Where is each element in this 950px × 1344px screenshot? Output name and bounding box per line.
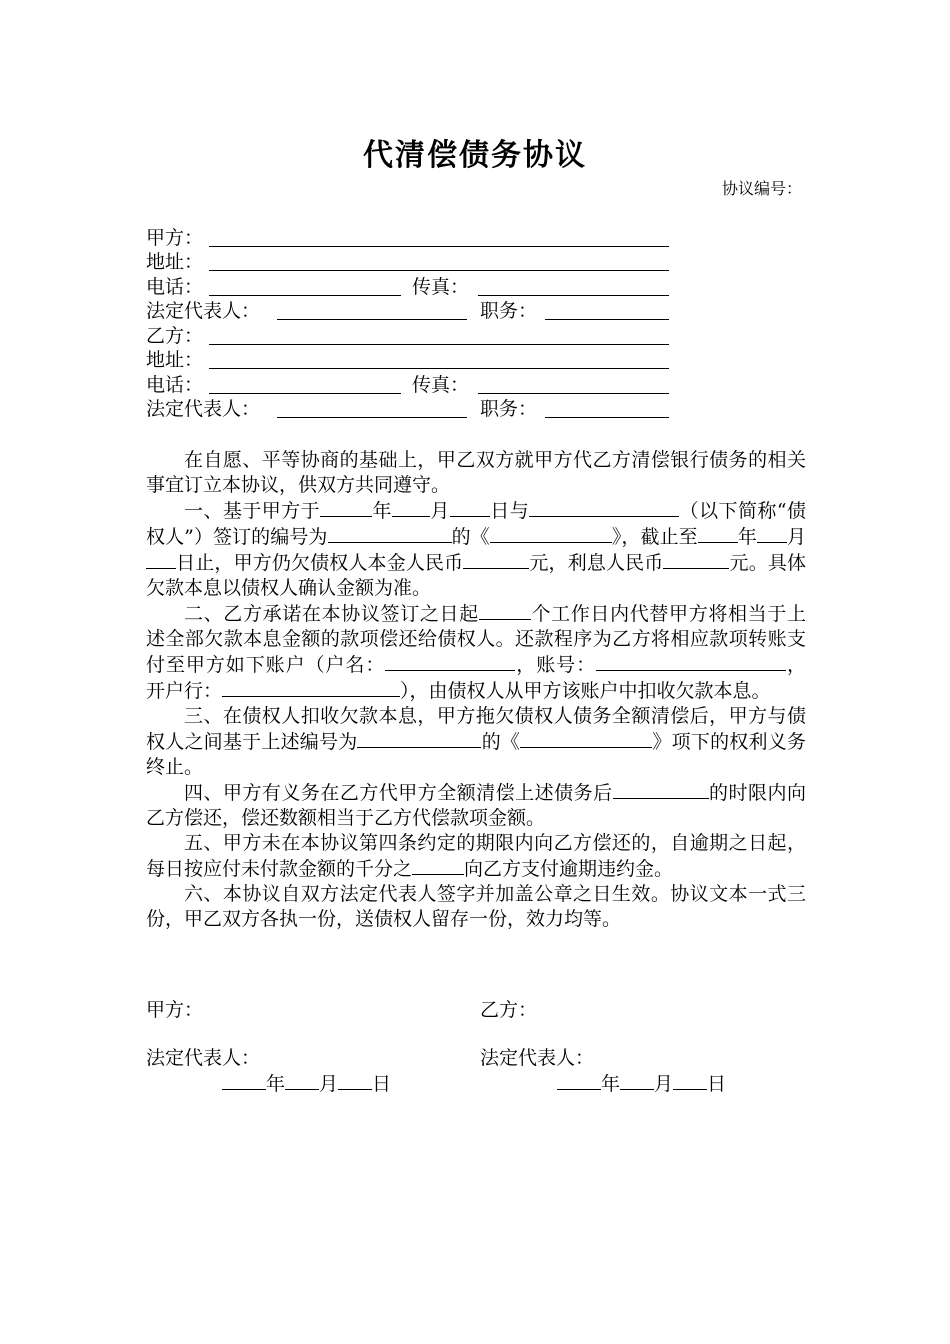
party-b-rep-label: 法定代表人： <box>146 398 261 420</box>
party-b-row <box>146 324 676 348</box>
party-a-rep-field[interactable] <box>277 319 467 320</box>
party-b-address-row <box>146 348 676 372</box>
party-b-rep-row <box>146 397 676 421</box>
clause-1: 一、基于甲方于 年 月 日与 （以下简称“债权人”）签订的编号为 的《 》，截止至 年 月日止，甲方仍欠债权人本金人民币 元，利息人民币 元。具体欠款本息以债权人确认金额为准。 <box>146 500 806 599</box>
party-b-phone-row <box>146 373 676 397</box>
party-b-label: 乙方： <box>146 325 204 347</box>
signature-party-b-label: 乙方： <box>480 999 538 1021</box>
clause-1-cutoff-year-blank[interactable] <box>698 524 738 543</box>
clause-1-day-blank[interactable] <box>450 498 490 517</box>
signature-rep-a-label: 法定代表人： <box>146 1047 261 1069</box>
party-b-position-field[interactable] <box>545 417 669 418</box>
date-b-day-blank[interactable] <box>673 1071 707 1090</box>
clause-2-days-blank[interactable] <box>479 601 531 620</box>
signature-party-a-label: 甲方： <box>146 999 204 1021</box>
party-a-address-label: 地址： <box>146 251 204 273</box>
party-a-phone-row <box>146 275 676 299</box>
clause-2-account-no-blank[interactable] <box>596 652 786 671</box>
clause-1-creditor-blank[interactable] <box>529 498 679 517</box>
clause-3: 三、在债权人扣收欠款本息，甲方拖欠债权人债务全额清偿后，甲方与债权人之间基于上述编号为 的《 》项下的权利义务终止。 <box>146 705 806 778</box>
party-a-label: 甲方： <box>146 227 204 249</box>
party-b-address-field[interactable] <box>209 368 669 369</box>
clause-2: 二、乙方承诺在本协议签订之日起 个工作日内代替甲方将相当于上述全部欠款本息金额的款项偿还给债权人。还款程序为乙方将相应款项转账支付至甲方如下账户（户名： ，账号： ，开户行： ），由债权人从甲方该账户中扣收欠款本息。 <box>146 603 806 702</box>
party-a-field[interactable] <box>209 246 669 247</box>
clause-1-year-blank[interactable] <box>320 498 372 517</box>
party-a-fax-label: 传真： <box>412 276 470 298</box>
document-title: 代清偿债务协议 <box>363 138 587 173</box>
party-b-position-label: 职务： <box>480 398 538 420</box>
party-a-phone-label: 电话： <box>146 276 204 298</box>
party-b-fax-label: 传真： <box>412 374 470 396</box>
clause-5-rate-blank[interactable] <box>412 856 464 875</box>
party-a-position-label: 职务： <box>480 300 538 322</box>
clause-2-account-name-blank[interactable] <box>385 652 515 671</box>
clause-6: 六、本协议自双方法定代表人签字并加盖公章之日生效。协议文本一式三份，甲乙双方各执一份，送债权人留存一份，效力均等。 <box>146 883 806 930</box>
party-a-position-field[interactable] <box>545 319 669 320</box>
clause-1-contract-no-blank[interactable] <box>328 524 452 543</box>
party-b-address-label: 地址： <box>146 349 204 371</box>
clause-4: 四、甲方有义务在乙方代甲方全额清偿上述债务后 的时限内向乙方偿还，偿还数额相当于乙方代偿款项金额。 <box>146 782 806 829</box>
party-a-address-field[interactable] <box>209 270 669 271</box>
party-a-row <box>146 226 676 250</box>
party-b-phone-field[interactable] <box>209 393 401 394</box>
party-b-phone-label: 电话： <box>146 374 204 396</box>
clause-5: 五、甲方未在本协议第四条约定的期限内向乙方偿还的，自逾期之日起，每日按应付未付款金额的千分之 向乙方支付逾期违约金。 <box>146 832 806 880</box>
party-b-rep-field[interactable] <box>277 417 467 418</box>
clause-3-contract-no-blank[interactable] <box>357 729 481 748</box>
agreement-body <box>146 448 806 932</box>
clause-1-interest-blank[interactable] <box>663 550 729 569</box>
clause-1-cutoff-month-blank[interactable] <box>757 524 787 543</box>
intro-paragraph: 在自愿、平等协商的基础上，甲乙双方就甲方代乙方清偿银行债务的相关事宜订立本协议，供双方共同遵守。 <box>146 449 806 496</box>
party-a-rep-label: 法定代表人： <box>146 300 261 322</box>
party-a-phone-field[interactable] <box>209 295 401 296</box>
date-a-month-blank[interactable] <box>285 1071 319 1090</box>
clause-3-contract-name-blank[interactable] <box>520 729 652 748</box>
signature-date-b: 年 月 日 <box>557 1071 726 1096</box>
party-a-rep-row <box>146 299 676 323</box>
clause-1-principal-blank[interactable] <box>463 550 529 569</box>
party-b-field[interactable] <box>209 344 669 345</box>
clause-1-contract-name-blank[interactable] <box>490 524 612 543</box>
clause-1-month-blank[interactable] <box>392 498 430 517</box>
date-b-month-blank[interactable] <box>620 1071 654 1090</box>
agreement-number-label: 协议编号： <box>722 179 803 198</box>
clause-1-cutoff-day-blank[interactable] <box>146 550 176 569</box>
signature-date-a: 年 月 日 <box>222 1071 391 1096</box>
party-a-address-row <box>146 250 676 274</box>
party-a-fax-field[interactable] <box>478 295 669 296</box>
date-a-day-blank[interactable] <box>338 1071 372 1090</box>
clause-2-bank-blank[interactable] <box>222 678 400 697</box>
party-b-fax-field[interactable] <box>478 393 669 394</box>
signature-rep-b-label: 法定代表人： <box>480 1047 595 1069</box>
date-a-year-blank[interactable] <box>222 1071 266 1090</box>
clause-4-period-blank[interactable] <box>613 780 709 799</box>
date-b-year-blank[interactable] <box>557 1071 601 1090</box>
